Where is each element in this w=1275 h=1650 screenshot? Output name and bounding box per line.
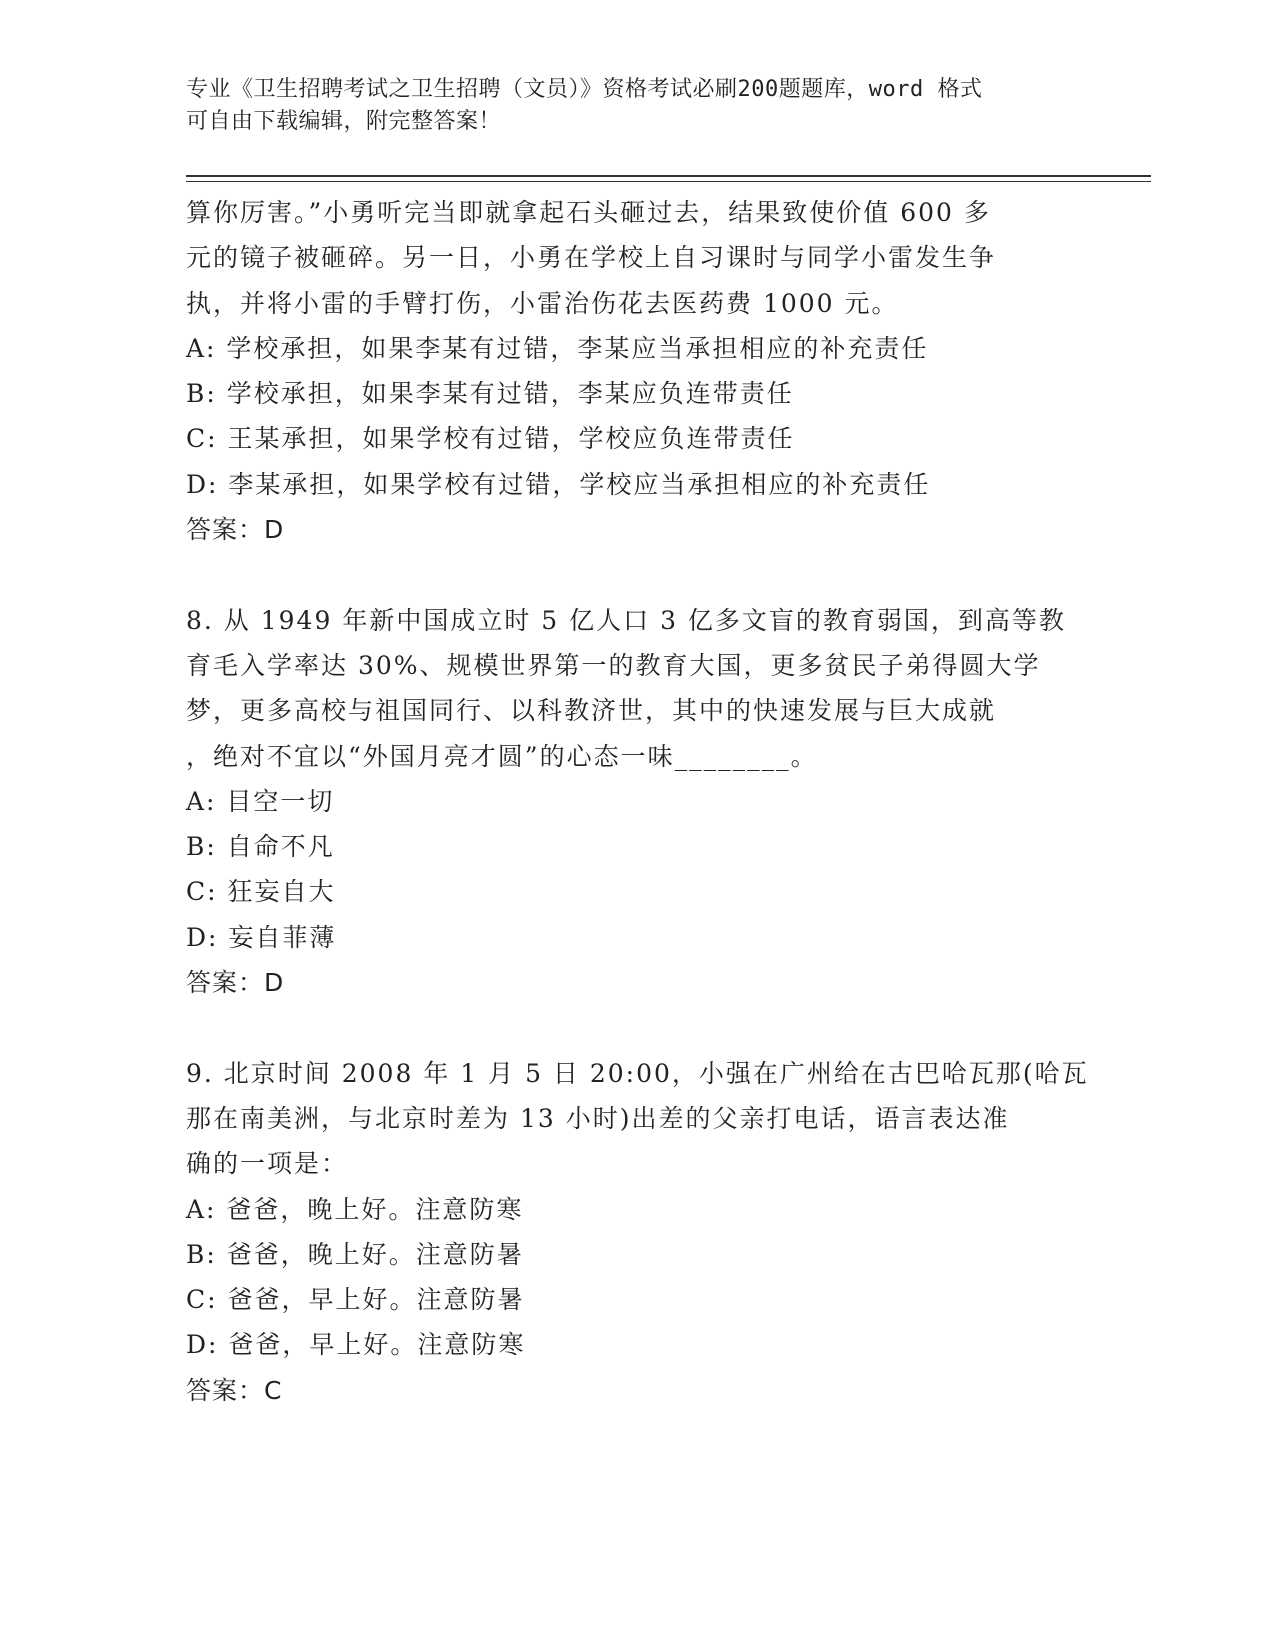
question-stem-line: 那在南美洲，与北京时差为 13 小时)出差的父亲打电话，语言表达准 xyxy=(186,1103,1010,1133)
option-c: C: 狂妄自大 xyxy=(186,877,336,907)
question-stem-line: ，绝对不宜以“外国月亮才圆”的心态一味________。 xyxy=(186,741,818,771)
question-stem-line: 育毛入学率达 30%、规模世界第一的教育大国，更多贫民子弟得圆大学 xyxy=(186,650,1041,680)
option-b: B: 学校承担，如果李某有过错，李某应负连带责任 xyxy=(186,379,794,409)
option-c: C: 爸爸，早上好。注意防暑 xyxy=(186,1285,525,1315)
answer-line: 答案：D xyxy=(186,968,285,998)
option-b: B: 爸爸，晚上好。注意防暑 xyxy=(186,1239,524,1269)
question-stem-line: 9. 北京时间 2008 年 1 月 5 日 20:00，小强在广州给在古巴哈瓦那(哈瓦 xyxy=(186,1058,1089,1088)
question-9 xyxy=(186,1051,1089,1413)
header-divider-thick xyxy=(186,175,1151,177)
spacer xyxy=(186,552,1086,597)
header-title-line-1: 专业《卫生招聘考试之卫生招聘（文员）》资格考试必刷200题题库，word 格式 xyxy=(186,77,983,102)
question-stem-line: 元的镜子被砸碎。另一日，小勇在学校上自习课时与同学小雷发生争 xyxy=(186,243,997,273)
answer-line: 答案：D xyxy=(186,515,285,545)
option-a: A: 目空一切 xyxy=(186,786,335,816)
option-b: B: 自命不凡 xyxy=(186,832,335,862)
option-d: D: 李某承担，如果学校有过错，学校应当承担相应的补充责任 xyxy=(186,469,931,499)
option-c: C: 王某承担，如果学校有过错，学校应负连带责任 xyxy=(186,424,795,454)
spacer xyxy=(186,1005,1086,1050)
page-header xyxy=(186,74,1066,138)
option-a: A: 学校承担，如果李某有过错，李某应当承担相应的补充责任 xyxy=(186,333,929,363)
question-stem-line: 确的一项是： xyxy=(186,1149,349,1179)
question-8 xyxy=(186,598,1086,1006)
option-a: A: 爸爸，晚上好。注意防寒 xyxy=(186,1194,524,1224)
question-stem-line: 8. 从 1949 年新中国成立时 5 亿人口 3 亿多文盲的教育弱国，到高等教 xyxy=(186,605,1066,635)
question-7 xyxy=(186,190,1086,552)
option-d: D: 妄自菲薄 xyxy=(186,922,337,952)
page-content xyxy=(186,190,1089,1413)
header-title-line-2: 可自由下载编辑，附完整答案！ xyxy=(186,109,502,134)
option-d: D: 爸爸，早上好。注意防寒 xyxy=(186,1330,526,1360)
question-stem-line: 梦，更多高校与祖国同行、以科教济世，其中的快速发展与巨大成就 xyxy=(186,696,997,726)
header-divider-thin xyxy=(186,181,1151,182)
question-stem-line: 算你厉害。”小勇听完当即就拿起石头砸过去，结果致使价值 600 多 xyxy=(186,198,991,227)
question-stem-line: 执，并将小雷的手臂打伤，小雷治伤花去医药费 1000 元。 xyxy=(186,288,899,318)
answer-line: 答案：C xyxy=(186,1375,283,1405)
